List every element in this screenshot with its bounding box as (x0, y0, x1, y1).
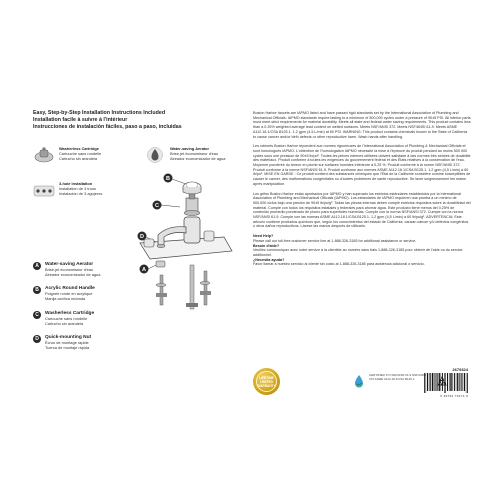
help-heading-fr: Besoin d'aide? (253, 243, 280, 248)
feature-title: 3-hole Installation (59, 181, 93, 186)
callout-b (164, 174, 187, 185)
feature-line-es: Instalación de 3 agujeros (59, 191, 103, 197)
compliance-paragraph-es: Los grifos Boston Harbor están aprobados por IAPMO y han superado los estrictos estándares establecidos por la International Association of Plumbing and Mechanical Officials (IAPMO). Los estándares de IAPMO requieren una prueba a un mínimo de 500.000 ciclos bajo una presión de 90±5 lb/pulg². Todas las piezas internas deben cumplir estrictos requisitos sobre la durabilidad del material. Cumple con todos los requisitos estatales y federales para ahorrar agua. Este producto tiene menos del 0,25% de contenido promedio ponderado de plomo para superficies húmedas. Cumple con la norma NSF/ANSI 372. Cumple con la norma NSF/ANSI 61-9. Cumple con las normas ASME A112.18.1/CSA B125.1. 1,2 gpm (4,5 L/min) a 60 lb/pulg². ADVERTENCIA: Este artículo contiene productos químicos que, según los conocimientos del estado de California, causan cáncer y/o defectos congénitos u otros daños reproductivos. Lávese las manos después de utilizarlo. (253, 191, 471, 229)
part-line-fr: Cartouche sans rondelle (45, 315, 88, 321)
part-letter-badge: C (33, 311, 41, 319)
part-line-fr: Brise-jet économiseur d'eau (45, 267, 94, 273)
part-title: Water-saving Aerator (45, 262, 94, 267)
faucet-body-drawing (140, 217, 232, 259)
part-line-fr: Écrou de montage rapide (45, 339, 89, 345)
install-heading-es: Instrucciones de instalación fáciles, paso a paso, incluidas (33, 124, 182, 130)
handle-drawing (183, 182, 201, 194)
part-title: Washerless Cartridge (45, 310, 95, 316)
feature-line-fr: Cartouche sans rondelle (59, 151, 102, 157)
callout-c (153, 201, 181, 210)
callout-letter: C (155, 203, 159, 209)
callout-letter: A (142, 267, 146, 273)
part-line-es: Manija acrílica redonda (45, 296, 86, 302)
compliance-paragraph-fr: Les robinets Boston Harbor répondent aux normes rigoureuses de l'International Association of Plumbing & Mechanical Officials et sont homologués IAPMO. L'obtention de l'homologation IAPMO nécessite la mise à l'épreuve du produit pendant au moins 500 000 cycles sous une pression de 90±5 lb/po². Toutes les pièces internes utilisées doivent satisfaire à des normes très strictes de durabilité des matériaux. Produit conforme à toutes les exigences du gouvernement fédéral et des États relatives à la conservation de l'eau. Moyenne pondérée du teneur en plomb sur surfaces humides inférieure à 0,25 %. Produit conforme à la norme NSF/ANSI 372. Produit conforme à la norme NSF/ANSI 61-9. Produit conforme aux normes ASME A112.18.1/CSA B125.1. 1,2 gpm (4,5 L/min) à 60 lb/po². MISE EN GARDE : Ce produit contient des substances chimiques que l'État de la Californie considère comme susceptibles de causer le cancer, des malformations congénitales ou d'autres problèmes de santé reproductive. Se laver soigneusement les mains après manipulation. (253, 144, 471, 186)
help-text-fr: Veuillez communiquer avec notre service à la clientèle au numéro sans frais 1-888-326-3185 pour obtenir de l'aide ou du service additionnel. (253, 248, 463, 257)
part-line-es: Aireador economizador de agua (45, 272, 101, 278)
part-letter-badge: B (33, 286, 41, 294)
aerator-drawing (156, 261, 165, 267)
part-line-fr: Poignée ronde en acrylique (45, 291, 93, 297)
part-letter-badge: A (33, 262, 41, 270)
feature-line-es: Cartucho sin arandela (59, 156, 98, 162)
install-heading-fr: Installation facile à suivre à l'intérieur (33, 117, 128, 123)
install-heading-block (33, 110, 243, 131)
part-title: Acrylic Round Handle (45, 286, 95, 292)
callout-a (140, 265, 157, 274)
part-letter-badge: D (33, 335, 41, 343)
compliance-paragraph-en: Boston Harbor faucets are IAPMO listed and have passed rigid standards set by the International Association of Plumbing and Mechanical Officials. IAPMO standards require lasting to a minimum of 500,000 cycles under a pressure of 90±5 PSI. All interior parts must meet strict requirements for material durability. Meets all state and federal water saving requirements. This product contains less than a 0.25% weighted average lead content on wetted surfaces. Meets NSF/ANSI 372. Meets NSF/ANSI 61-9. Meets ASME A112.18.1/CSA B125.1. 1.2 gpm (4.5 L/min) at 60 PSI. WARNING: This product contains chemicals known to the State of California to cause cancer and/or birth defects or other reproductive harm. Wash hands after handling. (253, 111, 471, 139)
mounting-hardware-drawing (156, 265, 211, 309)
help-heading-es: ¿Necesita ayuda? (253, 257, 285, 262)
feature-water-saving-aerator (144, 146, 225, 164)
install-heading-en: Easy, Step-by-Step Installation Instructions Included (33, 110, 166, 116)
model-barcode-block (253, 366, 473, 406)
feature-title: Water-saving Aerator (170, 146, 210, 151)
callout-letter: B (166, 176, 170, 182)
cartridge-drawing (184, 194, 200, 216)
feature-line-fr: Brise-jet économiseur d'eau (170, 151, 219, 157)
seal-text: LIFETIME LIMITED WARRANTY (256, 371, 277, 392)
upc-barcode (424, 373, 468, 393)
model-number: 2679324 (452, 367, 468, 372)
barcode-digits: 0 49793 79174 0 (440, 394, 468, 398)
compliance-text-column (253, 111, 471, 267)
help-heading-en: Need Help? (253, 234, 274, 239)
feature-washerless-cartridge (33, 146, 101, 164)
feature-title: Washerless Cartridge (59, 146, 99, 151)
part-item-d (33, 335, 128, 350)
part-line-es: Tuerca de montaje rápida (45, 345, 90, 351)
faucet-exploded-diagram (120, 165, 240, 335)
three-hole-icon (33, 181, 55, 199)
help-section (253, 234, 471, 267)
help-text-en: Please call our toll-free customer service line at 1-888-326-3185 for additional assistance or service. (253, 238, 417, 243)
part-line-es: Cartucho sin arandela (45, 320, 84, 326)
feature-line-es: Aireador economizador de agua (170, 156, 226, 162)
help-text-es: Favor llamar a nuestro servicio al cliente sin costo al 1-888-326-3185 para asistencia adicional o servicio. (253, 262, 425, 267)
water-drop-icon (144, 146, 166, 164)
part-item-c (33, 311, 128, 326)
part-item-b (33, 286, 128, 301)
part-title: Quick-mounting Nut (45, 334, 92, 340)
feature-3-hole-installation (33, 181, 102, 199)
callout-letter: D (140, 234, 144, 240)
certification-text: CERTIFIED TO NSF/ANSI 61-9 NSF/ANSI 372 ASME A112.18.1/CSA B125.1 (369, 373, 426, 381)
cartridge-icon (33, 146, 55, 164)
feature-line-fr: Installation de 3 trous (59, 186, 96, 192)
parts-legend (33, 262, 128, 359)
part-item-a (33, 262, 128, 277)
